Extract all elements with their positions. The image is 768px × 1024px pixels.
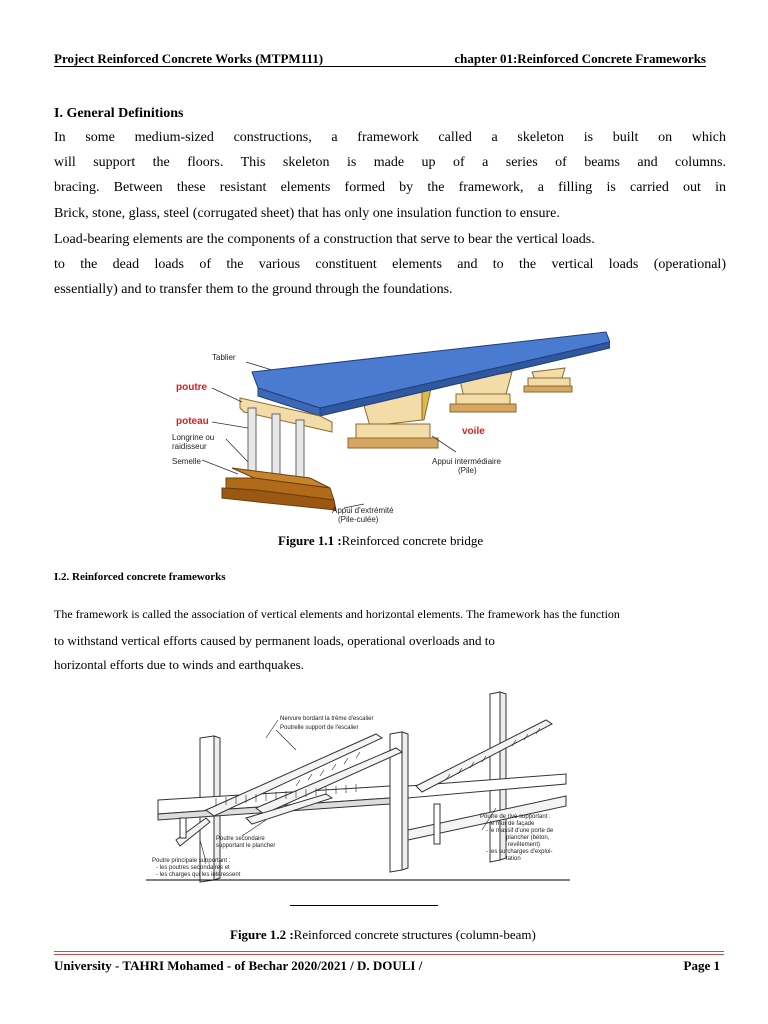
header-left: Project Reinforced Concrete Works (MTPM111) [54, 51, 324, 66]
label-appui-extremite: Appui d'extrémité [332, 506, 394, 515]
figure-2-caption [230, 927, 536, 943]
figure-1-text: Reinforced concrete bridge [341, 533, 484, 548]
label-secondaire-1: Poutre secondaire [216, 836, 265, 842]
label-voile: voile [462, 426, 485, 437]
label-principale-1: Poutre principale supportant : [152, 858, 231, 864]
label-poutrelle: Poutrelle support de l'escalier [280, 725, 359, 731]
label-appui-intermediaire: Appui intermédiaire [432, 457, 501, 466]
label-rive-1: Poutre de rive supportant : [480, 814, 551, 820]
label-semelle: Semelle [172, 457, 201, 466]
header-rule [54, 66, 706, 67]
label-rive-6: - les surcharges d'exploi- [486, 849, 553, 855]
label-nervure: Nervure bordant la trème d'escalier [280, 716, 374, 722]
page-footer [54, 958, 720, 974]
section2-line-2: to withstand vertical efforts caused by permanent loads, operational overloads and to [54, 633, 495, 648]
para-line-4: Brick, stone, glass, steel (corrugated sheet) that has only one insulation function to ensure. [54, 206, 560, 221]
section-title-general-definitions: I. General Definitions [54, 106, 184, 121]
para-line-3: bracing. Between these resistant elements formed by the framework, a filling is carried out in [54, 180, 726, 195]
para-line-1: In some medium-sized constructions, a framework called a skeleton is built on which [54, 130, 726, 145]
far-pier [524, 368, 572, 392]
figure-bridge-illustration [160, 328, 610, 528]
para-line-7: essentially) and to transfer them to the ground through the foundations. [54, 282, 453, 297]
footer-rule-top [54, 951, 724, 952]
figure-2-number: Figure 1.2 : [230, 927, 294, 942]
label-rive-4: plancher (béton, [506, 835, 550, 841]
label-longrine: Longrine ou [172, 433, 215, 442]
end-footing [222, 468, 336, 510]
header-right: chapter 01:Reinforced Concrete Frameworks [454, 51, 706, 66]
page-number: Page 1 [683, 958, 720, 973]
page-header [54, 51, 706, 69]
label-rive-2: - le mur de façade [486, 821, 535, 827]
label-principale-3: - les charges qui les intéressent [156, 872, 241, 878]
label-principale-2: - les poutres secondaires et [156, 865, 230, 871]
label-pile: (Pile) [458, 466, 477, 475]
label-pile-culee: (Pile-culée) [338, 515, 379, 524]
label-rive-7: tation [506, 856, 521, 862]
label-tablier: Tablier [212, 353, 236, 362]
section-title-frameworks: I.2. Reinforced concrete frameworks [54, 571, 226, 583]
section2-line-3: horizontal efforts due to winds and earthquakes. [54, 657, 304, 672]
figure-2-rule [290, 905, 438, 906]
para-line-6: to the dead loads of the various constituent elements and to the vertical loads (operational) [54, 257, 726, 272]
label-raidisseur: raidisseur [172, 442, 207, 451]
label-rive-3: - le massif d'une porte de [486, 828, 554, 834]
para-line-5: Load-bearing elements are the components of a construction that serve to bear the vertical loads. [54, 232, 595, 247]
label-poutre: poutre [176, 382, 208, 393]
footer-rule-bottom [54, 954, 724, 955]
label-poteau: poteau [176, 416, 209, 427]
section2-line-1: The framework is called the association of vertical elements and horizontal elements. The framework has the function [54, 607, 620, 621]
para-line-2: will support the floors. This skeleton is made up of a series of beams and columns. [54, 155, 726, 170]
footer-left: University - TAHRI Mohamed - of Bechar 2020/2021 / D. DOULI / [54, 958, 423, 973]
label-rive-5: revêtement) [508, 842, 541, 848]
figure-1-number: Figure 1.1 : [278, 533, 342, 548]
figure-1-caption [278, 533, 483, 549]
figure-2-text: Reinforced concrete structures (column-beam) [293, 927, 536, 942]
figure-framework-illustration [146, 690, 572, 886]
label-secondaire-2: supportant le plancher [216, 843, 276, 849]
